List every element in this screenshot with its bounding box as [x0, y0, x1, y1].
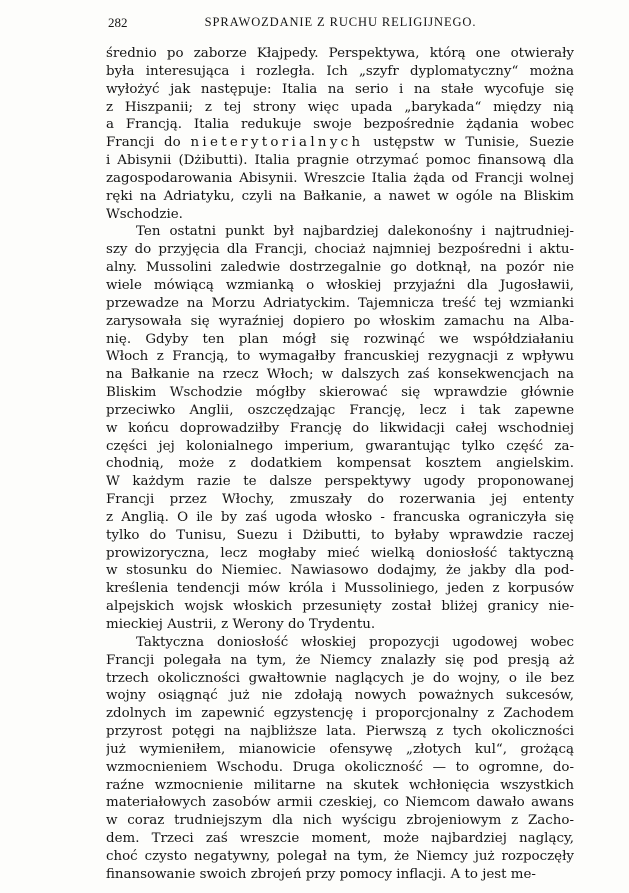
text-line: mieckiej Austrii, z Werony do Trydentu.: [106, 617, 376, 632]
text-line: i Abisynii (Dżibutti). Italia pragnie otrzymać pomoc finansową dla: [106, 153, 574, 169]
text-line: Francji do nieterytorialnych ustępstw w Tunisie, Suezie: [106, 135, 574, 151]
text-line: części jej kolonialnego imperium, gwarantując tylko część za-: [106, 438, 574, 454]
text-line: Wschodzie.: [106, 206, 183, 222]
text-line: a Francją. Italia redukuje swoje bezpośrednie żądania wobec: [106, 117, 574, 133]
text-line: w coraz trudniejszym dla nich wyścigu zbrojeniowym z Zacho-: [106, 813, 574, 829]
paragraph: [106, 634, 574, 884]
paragraph: [106, 223, 574, 633]
text-line: z Anglią. O ile by zaś ugoda włosko - francuska ograniczyła się: [106, 509, 574, 525]
text-line: Włoch z Francją, to wymagałby francuskiej rezygnacji z wpływu: [106, 349, 574, 365]
text-line: z Hiszpanii; z tej strony więc upada „barykada“ między nią: [106, 99, 574, 115]
text-line: szy do przyjęcia dla Francji, chociaż najmniej bezpośredni i aktu-: [106, 242, 574, 258]
text-line: w stosunku do Niemiec. Nawiasowo dodajmy, że jakby dla pod-: [106, 563, 574, 579]
text-line: chodnią, może z dodatkiem kompensat kosztem angielskim.: [106, 456, 574, 472]
body-text: [106, 45, 574, 884]
paragraph: [106, 45, 574, 223]
text-line: kreślenia tendencji mów króla i Mussoliniego, jeden z korpusów: [106, 581, 574, 597]
text-line: zarysowała się wyraźniej dopiero po włoskim zamachu na Alba-: [106, 313, 574, 329]
spaced-emphasis: nieterytorialnych: [190, 135, 364, 151]
text-line: przeciwko Anglii, oszczędzając Francję, lecz i tak zapewne: [106, 402, 574, 418]
text-line: trzech okoliczności gwałtownie naglących je do wojny, o ile bez: [106, 670, 574, 686]
running-title: SPRAWOZDANIE Z RUCHU RELIGIJNEGO.: [204, 15, 477, 29]
text-line: tylko do Tunisu, Suezu i Dżibutti, to byłaby wprawdzie raczej: [106, 527, 574, 543]
text-line: ręki na Adriatyku, czyli na Bałkanie, a nawet w ogóle na Bliskim: [106, 188, 574, 204]
text-line: W każdym razie te dalsze perspektywy ugody proponowanej: [106, 474, 574, 490]
page-header: [108, 15, 573, 35]
text-line: nię. Gdyby ten plan mógł się rozwinąć we współdziałaniu: [106, 331, 574, 347]
text-line: prowizoryczna, lecz mogłaby mieć wielką doniosłość taktyczną: [106, 545, 574, 561]
text-line: już wymieniłem, mianowicie ofensywę „złotych kul“, grożącą: [106, 741, 574, 757]
text-line: Ten ostatni punkt był najbardziej dalekonośny i najtrudniej-: [136, 224, 574, 240]
text-line: była interesująca i rozległa. Ich „szyfr dyplomatyczny“ można: [106, 63, 574, 79]
text-line: raźne wzmocnienie militarne na skutek wchłonięcia wszystkich: [106, 777, 574, 793]
text-line: wiele mówiącą wzmianką o włoskiej przyjaźni dla Jugosławii,: [106, 277, 574, 293]
page-number: 282: [108, 15, 128, 30]
text-line: wyłożyć jak następuje: Italia na serio i na stałe wycofuje się: [106, 81, 574, 97]
text-line: Bliskim Wschodzie mógłby skierować się wprawdzie głównie: [106, 385, 574, 401]
text-line: wojny osiągnąć już nie zdołają nowych poważnych sukcesów,: [106, 688, 574, 704]
text-line: przyrost potęgi na najbliższe lata. Pierwszą z tych okoliczności: [106, 724, 574, 740]
text-line: wzmocnieniem Wschodu. Druga okoliczność — to ogromne, do-: [106, 759, 574, 775]
text-line: Taktyczna doniosłość włoskiej propozycji ugodowej wobec: [136, 634, 574, 650]
text-line: finansowanie swoich zbrojeń przy pomocy inflacji. A to jest me-: [106, 866, 536, 882]
text-line: alpejskich wojsk włoskich przesunięty został bliżej granicy nie-: [106, 599, 574, 615]
text-line: choć czysto negatywny, polegał na tym, że Niemcy już rozpoczęły: [106, 848, 574, 864]
text-line: Francji polegała na tym, że Niemcy znalazły się pod presją aż: [106, 652, 574, 668]
text-line: dem. Trzeci zaś wreszcie moment, może najbardziej naglący,: [106, 831, 574, 847]
text-line: przewadze na Morzu Adriatyckim. Tajemnicza treść tej wzmianki: [106, 295, 574, 311]
text-line: w końcu doprowadziłby Francję do likwidacji całej wschodniej: [106, 420, 574, 436]
text-line: zagospodarowania Abisynii. Wreszcie Italia żąda od Francji wolnej: [106, 170, 574, 186]
text-line: średnio po zaborze Kłajpedy. Perspektywa, którą one otwierały: [106, 46, 574, 61]
text-line: materiałowych zasobów armii czeskiej, co Niemcom dawało awans: [106, 795, 574, 811]
text-line: zdolnych im zapewnić egzystencję i proporcjonalny z Zachodem: [106, 706, 574, 722]
text-line: Francji przez Włochy, zmuszały do rozerwania jej ententy: [106, 492, 574, 508]
text-line: na Bałkanie na rzecz Włoch; w dalszych zaś konsekwencjach na: [106, 367, 574, 383]
text-line: alny. Mussolini zaledwie dostrzegalnie go dotknął, na pozór nie: [106, 260, 574, 276]
